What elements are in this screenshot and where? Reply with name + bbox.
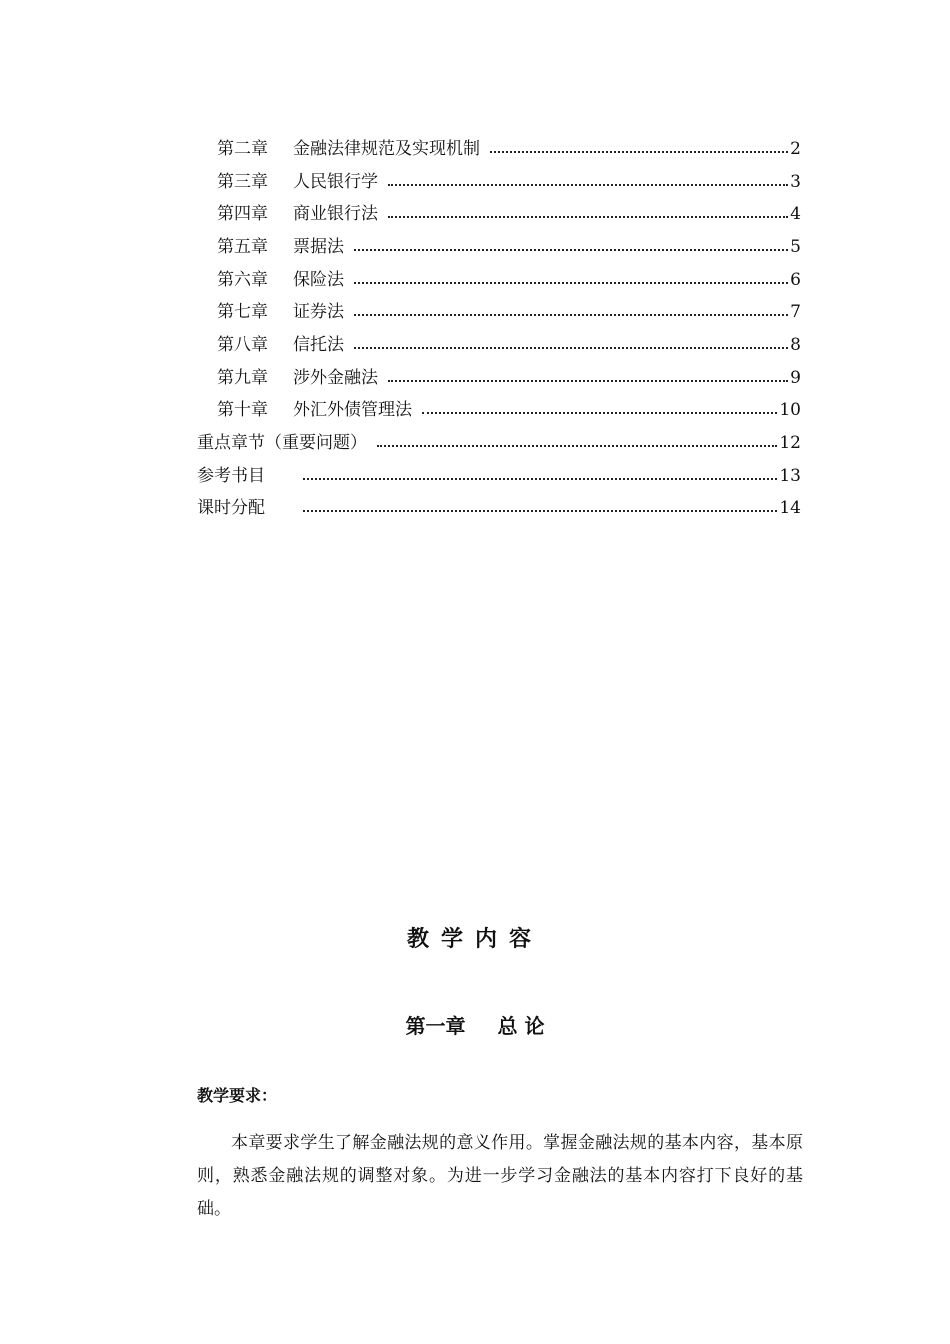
- toc-leader-dots: [354, 331, 788, 359]
- toc-row[interactable]: [197, 266, 801, 294]
- toc-row[interactable]: [197, 462, 801, 490]
- chapter-heading: [0, 1010, 950, 1039]
- toc-leader-dots: [303, 494, 777, 522]
- toc-row[interactable]: [197, 298, 801, 326]
- toc-leader-dots: [354, 266, 788, 294]
- toc-chapter-title: 人民银行学: [293, 172, 378, 192]
- toc-row[interactable]: [197, 135, 801, 163]
- toc-page-number: 13: [779, 466, 801, 486]
- toc-leader-dots: [388, 200, 788, 228]
- toc-row[interactable]: [197, 168, 801, 196]
- toc-page-number: 7: [790, 302, 801, 322]
- content-heading: 教学内容: [406, 927, 543, 952]
- toc-leader-dots: [388, 168, 788, 196]
- toc-chapter-title: 保险法: [293, 270, 344, 290]
- toc-page-number: 14: [779, 498, 801, 518]
- toc-page-number: 8: [790, 335, 801, 355]
- toc-row[interactable]: [197, 364, 801, 392]
- toc-chapter-number: 第八章: [217, 335, 268, 355]
- toc-chapter-number: 第六章: [217, 270, 268, 290]
- toc-row[interactable]: [197, 494, 801, 522]
- toc-leader-dots: [422, 396, 777, 424]
- toc-row[interactable]: [197, 331, 801, 359]
- toc-row[interactable]: [197, 233, 801, 261]
- toc-chapter-title: 涉外金融法: [293, 368, 378, 388]
- toc-section-title: 重点章节（重要问题）: [197, 433, 367, 453]
- toc-row[interactable]: [197, 396, 801, 424]
- toc-leader-dots: [303, 462, 777, 490]
- toc-leader-dots: [354, 298, 788, 326]
- toc-chapter-title: 金融法律规范及实现机制: [293, 139, 480, 159]
- toc-page-number: 6: [790, 270, 801, 290]
- section-label: 教学要求：: [197, 1086, 278, 1105]
- toc-chapter-title: 票据法: [293, 237, 344, 257]
- toc-row[interactable]: [197, 200, 801, 228]
- toc-leader-dots: [377, 429, 777, 457]
- toc-leader-dots: [354, 233, 788, 261]
- toc-chapter-number: 第九章: [217, 368, 268, 388]
- chapter-number: 第一章: [405, 1014, 466, 1038]
- chapter-title: 总 论: [497, 1014, 545, 1038]
- toc-page-number: 4: [790, 204, 801, 224]
- toc-chapter-number: 第十章: [217, 400, 268, 420]
- toc-page-number: 2: [790, 139, 801, 159]
- toc-chapter-number: 第七章: [217, 302, 268, 322]
- toc-chapter-title: 信托法: [293, 335, 344, 355]
- toc-leader-dots: [490, 135, 788, 163]
- toc-page-number: 3: [790, 172, 801, 192]
- toc-page-number: 5: [790, 237, 801, 257]
- body-paragraph: 本章要求学生了解金融法规的意义作用。掌握金融法规的基本内容，基本原则，熟悉金融法规的调整对象。为进一步学习金融法的基本内容打下良好的基础。: [197, 1133, 803, 1219]
- toc-chapter-number: 第五章: [217, 237, 268, 257]
- toc-page-number: 12: [779, 433, 801, 453]
- toc-row[interactable]: [197, 429, 801, 457]
- toc-chapter-title: 商业银行法: [293, 204, 378, 224]
- toc-leader-dots: [388, 364, 788, 392]
- toc-page-number: 9: [790, 368, 801, 388]
- toc-page-number: 10: [779, 400, 801, 420]
- toc-chapter-number: 第三章: [217, 172, 268, 192]
- toc-section-title: 课时分配: [197, 498, 265, 518]
- toc-section-title: 参考书目: [197, 466, 265, 486]
- toc-chapter-title: 外汇外债管理法: [293, 400, 412, 420]
- toc-chapter-number: 第二章: [217, 139, 268, 159]
- toc-chapter-title: 证券法: [293, 302, 344, 322]
- toc-chapter-number: 第四章: [217, 204, 268, 224]
